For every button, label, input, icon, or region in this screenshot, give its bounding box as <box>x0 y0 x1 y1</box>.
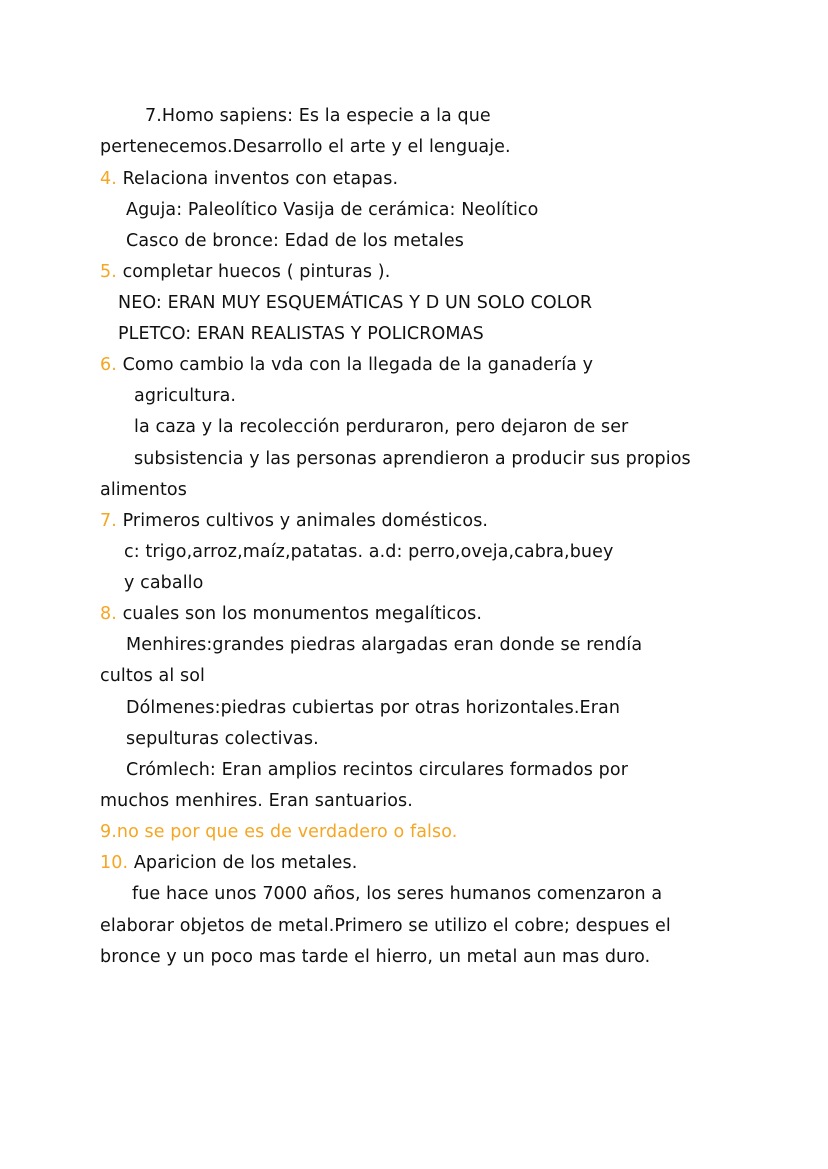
question-title: Relaciona inventos con etapas. <box>122 169 399 189</box>
question-title: cuales son los monumentos megalíticos. <box>122 604 483 624</box>
answer-line: Dólmenes:piedras cubiertas por otras horizontales.Eran <box>126 698 621 718</box>
answer-line: Casco de bronce: Edad de los metales <box>126 231 464 251</box>
answer-line: elaborar objetos de metal.Primero se utilizo el cobre; despues el <box>100 916 671 936</box>
answer-line: alimentos <box>100 480 187 500</box>
answer-line: Menhires:grandes piedras alargadas eran donde se rendía <box>126 635 643 655</box>
answer-line: fue hace unos 7000 años, los seres humanos comenzaron a <box>132 884 663 904</box>
question-number: 4. <box>100 169 117 189</box>
question-title: Aparicion de los metales. <box>133 853 358 873</box>
answer-line: 7.Homo sapiens: Es la especie a la que <box>145 106 491 126</box>
question-4 <box>100 167 398 191</box>
question-number: 8. <box>100 604 117 624</box>
answer-line: PLETCO: ERAN REALISTAS Y POLICROMAS <box>118 324 484 344</box>
question-7 <box>100 509 488 533</box>
question-number: 6. <box>100 355 117 375</box>
answer-line: Crómlech: Eran amplios recintos circulares formados por <box>126 760 628 780</box>
question-title-continued: agricultura. <box>134 386 237 406</box>
question-number: 10. <box>100 853 129 873</box>
answer-line: bronce y un poco mas tarde el hierro, un metal aun mas duro. <box>100 947 651 967</box>
question-number: 5. <box>100 262 117 282</box>
answer-line: NEO: ERAN MUY ESQUEMÁTICAS Y D UN SOLO COLOR <box>118 293 593 313</box>
question-title: Primeros cultivos y animales domésticos. <box>122 511 489 531</box>
answer-line: cultos al sol <box>100 666 205 686</box>
question-9: 9.no se por que es de verdadero o falso. <box>100 822 458 842</box>
answer-line: c: trigo,arroz,maíz,patatas. a.d: perro,oveja,cabra,buey <box>124 542 614 562</box>
answer-line: Aguja: Paleolítico Vasija de cerámica: Neolítico <box>126 200 539 220</box>
question-number: 7. <box>100 511 117 531</box>
answer-line: muchos menhires. Eran santuarios. <box>100 791 413 811</box>
answer-line: pertenecemos.Desarrollo el arte y el lenguaje. <box>100 137 511 157</box>
question-title: completar huecos ( pinturas ). <box>122 262 391 282</box>
answer-line: sepulturas colectivas. <box>126 729 319 749</box>
answer-line: y caballo <box>124 573 204 593</box>
question-title: Como cambio la vda con la llegada de la ganadería y <box>122 355 594 375</box>
answer-line: subsistencia y las personas aprendieron a producir sus propios <box>134 449 691 469</box>
question-6 <box>100 353 593 377</box>
question-5 <box>100 260 390 284</box>
question-10 <box>100 851 357 875</box>
question-8 <box>100 602 482 626</box>
answer-line: la caza y la recolección perduraron, pero dejaron de ser <box>134 417 629 437</box>
